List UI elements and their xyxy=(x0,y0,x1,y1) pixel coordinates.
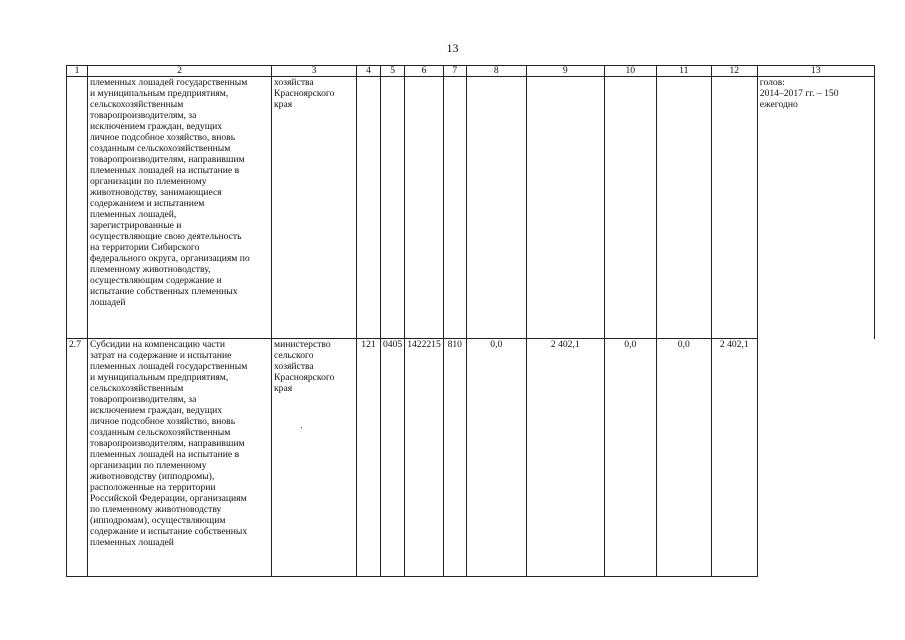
header-col-9: 9 xyxy=(526,66,604,77)
header-col-3: 3 xyxy=(272,66,357,77)
row2-desc-line: Субсидии на компенсацию части xyxy=(90,339,225,350)
row2-desc-line: созданным сельскохозяйственным xyxy=(90,427,231,438)
row1-result xyxy=(757,77,874,339)
row2-desc-line: племенных лошадей на испытание в xyxy=(90,449,240,460)
header-col-10: 10 xyxy=(604,66,656,77)
row2-expense-type: 810 xyxy=(443,339,466,577)
header-row xyxy=(67,66,875,77)
row2-value-col9: 2 402,1 xyxy=(526,339,604,577)
header-col-12: 12 xyxy=(711,66,757,77)
row1-col-1 xyxy=(67,77,88,339)
row1-col-8 xyxy=(466,77,526,339)
row1-desc-line: осуществляющим содержание и xyxy=(90,275,222,286)
row1-desc-line: созданным сельскохозяйственным xyxy=(90,143,231,154)
row1-result-line: голов: xyxy=(759,77,785,88)
row2-desc-line: племенных лошадей xyxy=(90,537,174,548)
row1-resp-line: хозяйства xyxy=(274,77,314,88)
row2-desc-line: расположенные на территории xyxy=(90,482,216,493)
row1-col-12 xyxy=(711,77,757,339)
table-row xyxy=(67,339,875,577)
row2-value-col11: 0,0 xyxy=(656,339,711,577)
row1-resp-line: края xyxy=(274,99,293,110)
header-col-6: 6 xyxy=(405,66,444,77)
row1-desc-line: товаропроизводителям, направившим xyxy=(90,154,245,165)
page-number: 13 xyxy=(446,41,459,55)
row2-result xyxy=(757,339,874,577)
program-table xyxy=(66,65,875,577)
row1-col-6 xyxy=(405,77,444,339)
row2-desc-line: организации по племенному xyxy=(90,460,207,471)
row2-desc-line: исключением граждан, ведущих xyxy=(90,405,223,416)
header-col-5: 5 xyxy=(381,66,405,77)
scan-speck xyxy=(301,427,302,428)
row2-resp-line: хозяйства xyxy=(274,361,314,372)
row2-total: 2 402,1 xyxy=(711,339,757,577)
row1-desc-line: племенных лошадей, xyxy=(90,209,177,220)
header-col-13: 13 xyxy=(757,66,874,77)
row1-col-7 xyxy=(443,77,466,339)
header-col-1: 1 xyxy=(67,66,88,77)
row2-desc-line: по племенному животноводству xyxy=(90,504,222,515)
row1-col-10 xyxy=(604,77,656,339)
row2-description xyxy=(88,339,272,577)
row1-col-4 xyxy=(357,77,381,339)
row1-desc-line: животноводству, занимающиеся xyxy=(90,187,222,198)
row2-resp-line: края xyxy=(274,383,293,394)
row1-desc-line: федерального округа, организациям по xyxy=(90,253,250,264)
row1-result-line: ежегодно xyxy=(759,99,798,110)
row2-section-code: 0405 xyxy=(381,339,405,577)
header-col-2: 2 xyxy=(88,66,272,77)
row2-desc-line: личное подсобное хозяйство, вновь xyxy=(90,416,236,427)
row2-resp-line: Красноярского xyxy=(274,372,335,383)
row1-resp-line: Красноярского xyxy=(274,88,335,99)
row2-value-col10: 0,0 xyxy=(604,339,656,577)
row2-desc-line: племенных лошадей государственным xyxy=(90,361,248,372)
row1-col-5 xyxy=(381,77,405,339)
header-col-8: 8 xyxy=(466,66,526,77)
row1-desc-line: содержанием и испытанием xyxy=(90,198,205,209)
row1-desc-line: сельскохозяйственным xyxy=(90,99,184,110)
row2-desc-line: товаропроизводителям, за xyxy=(90,394,197,405)
header-col-4: 4 xyxy=(357,66,381,77)
row2-target-code: 1422215 xyxy=(405,339,444,577)
row1-desc-line: личное подсобное хозяйство, вновь xyxy=(90,132,236,143)
row2-grbs-code: 121 xyxy=(357,339,381,577)
row1-result-line: 2014–2017 гг. – 150 xyxy=(759,88,839,99)
row1-desc-line: зарегистрированные и xyxy=(90,220,182,231)
row2-resp-line: сельского xyxy=(274,350,314,361)
row1-desc-line: товаропроизводителям, за xyxy=(90,110,197,121)
row2-resp-line: министерство xyxy=(274,339,331,350)
row1-desc-line: племенных лошадей на испытание в xyxy=(90,165,240,176)
row1-col-9 xyxy=(526,77,604,339)
row2-responsible xyxy=(272,339,357,577)
row1-description xyxy=(88,77,272,339)
row2-desc-line: и муниципальным предприятиям, xyxy=(90,372,229,383)
table-row xyxy=(67,77,875,339)
row2-desc-line: Российской Федерации, организациям xyxy=(90,493,247,504)
row2-desc-line: сельскохозяйственным xyxy=(90,383,184,394)
header-col-11: 11 xyxy=(656,66,711,77)
row1-col-11 xyxy=(656,77,711,339)
row1-responsible xyxy=(272,77,357,339)
row2-desc-line: животноводству (ипподромы), xyxy=(90,471,215,482)
row1-desc-line: и муниципальным предприятиям, xyxy=(90,88,229,99)
row1-desc-line: исключением граждан, ведущих xyxy=(90,121,223,132)
row1-desc-line: племенных лошадей государственным xyxy=(90,77,248,88)
row1-desc-line: осуществляющие свою деятельность xyxy=(90,231,242,242)
row2-value-col8: 0,0 xyxy=(466,339,526,577)
row2-desc-line: затрат на содержание и испытание xyxy=(90,350,232,361)
row2-desc-line: содержание и испытание собственных xyxy=(90,526,248,537)
row1-desc-line: племенному животноводству, xyxy=(90,264,211,275)
row1-desc-line: испытание собственных племенных xyxy=(90,286,238,297)
row1-desc-line: лошадей xyxy=(90,297,126,308)
row2-desc-line: (ипподромам), осуществляющим xyxy=(90,515,226,526)
row1-desc-line: организации по племенному xyxy=(90,176,207,187)
row1-desc-line: на территории Сибирского xyxy=(90,242,200,253)
header-col-7: 7 xyxy=(443,66,466,77)
row2-index: 2.7 xyxy=(67,339,88,577)
row2-desc-line: товаропроизводителям, направившим xyxy=(90,438,245,449)
